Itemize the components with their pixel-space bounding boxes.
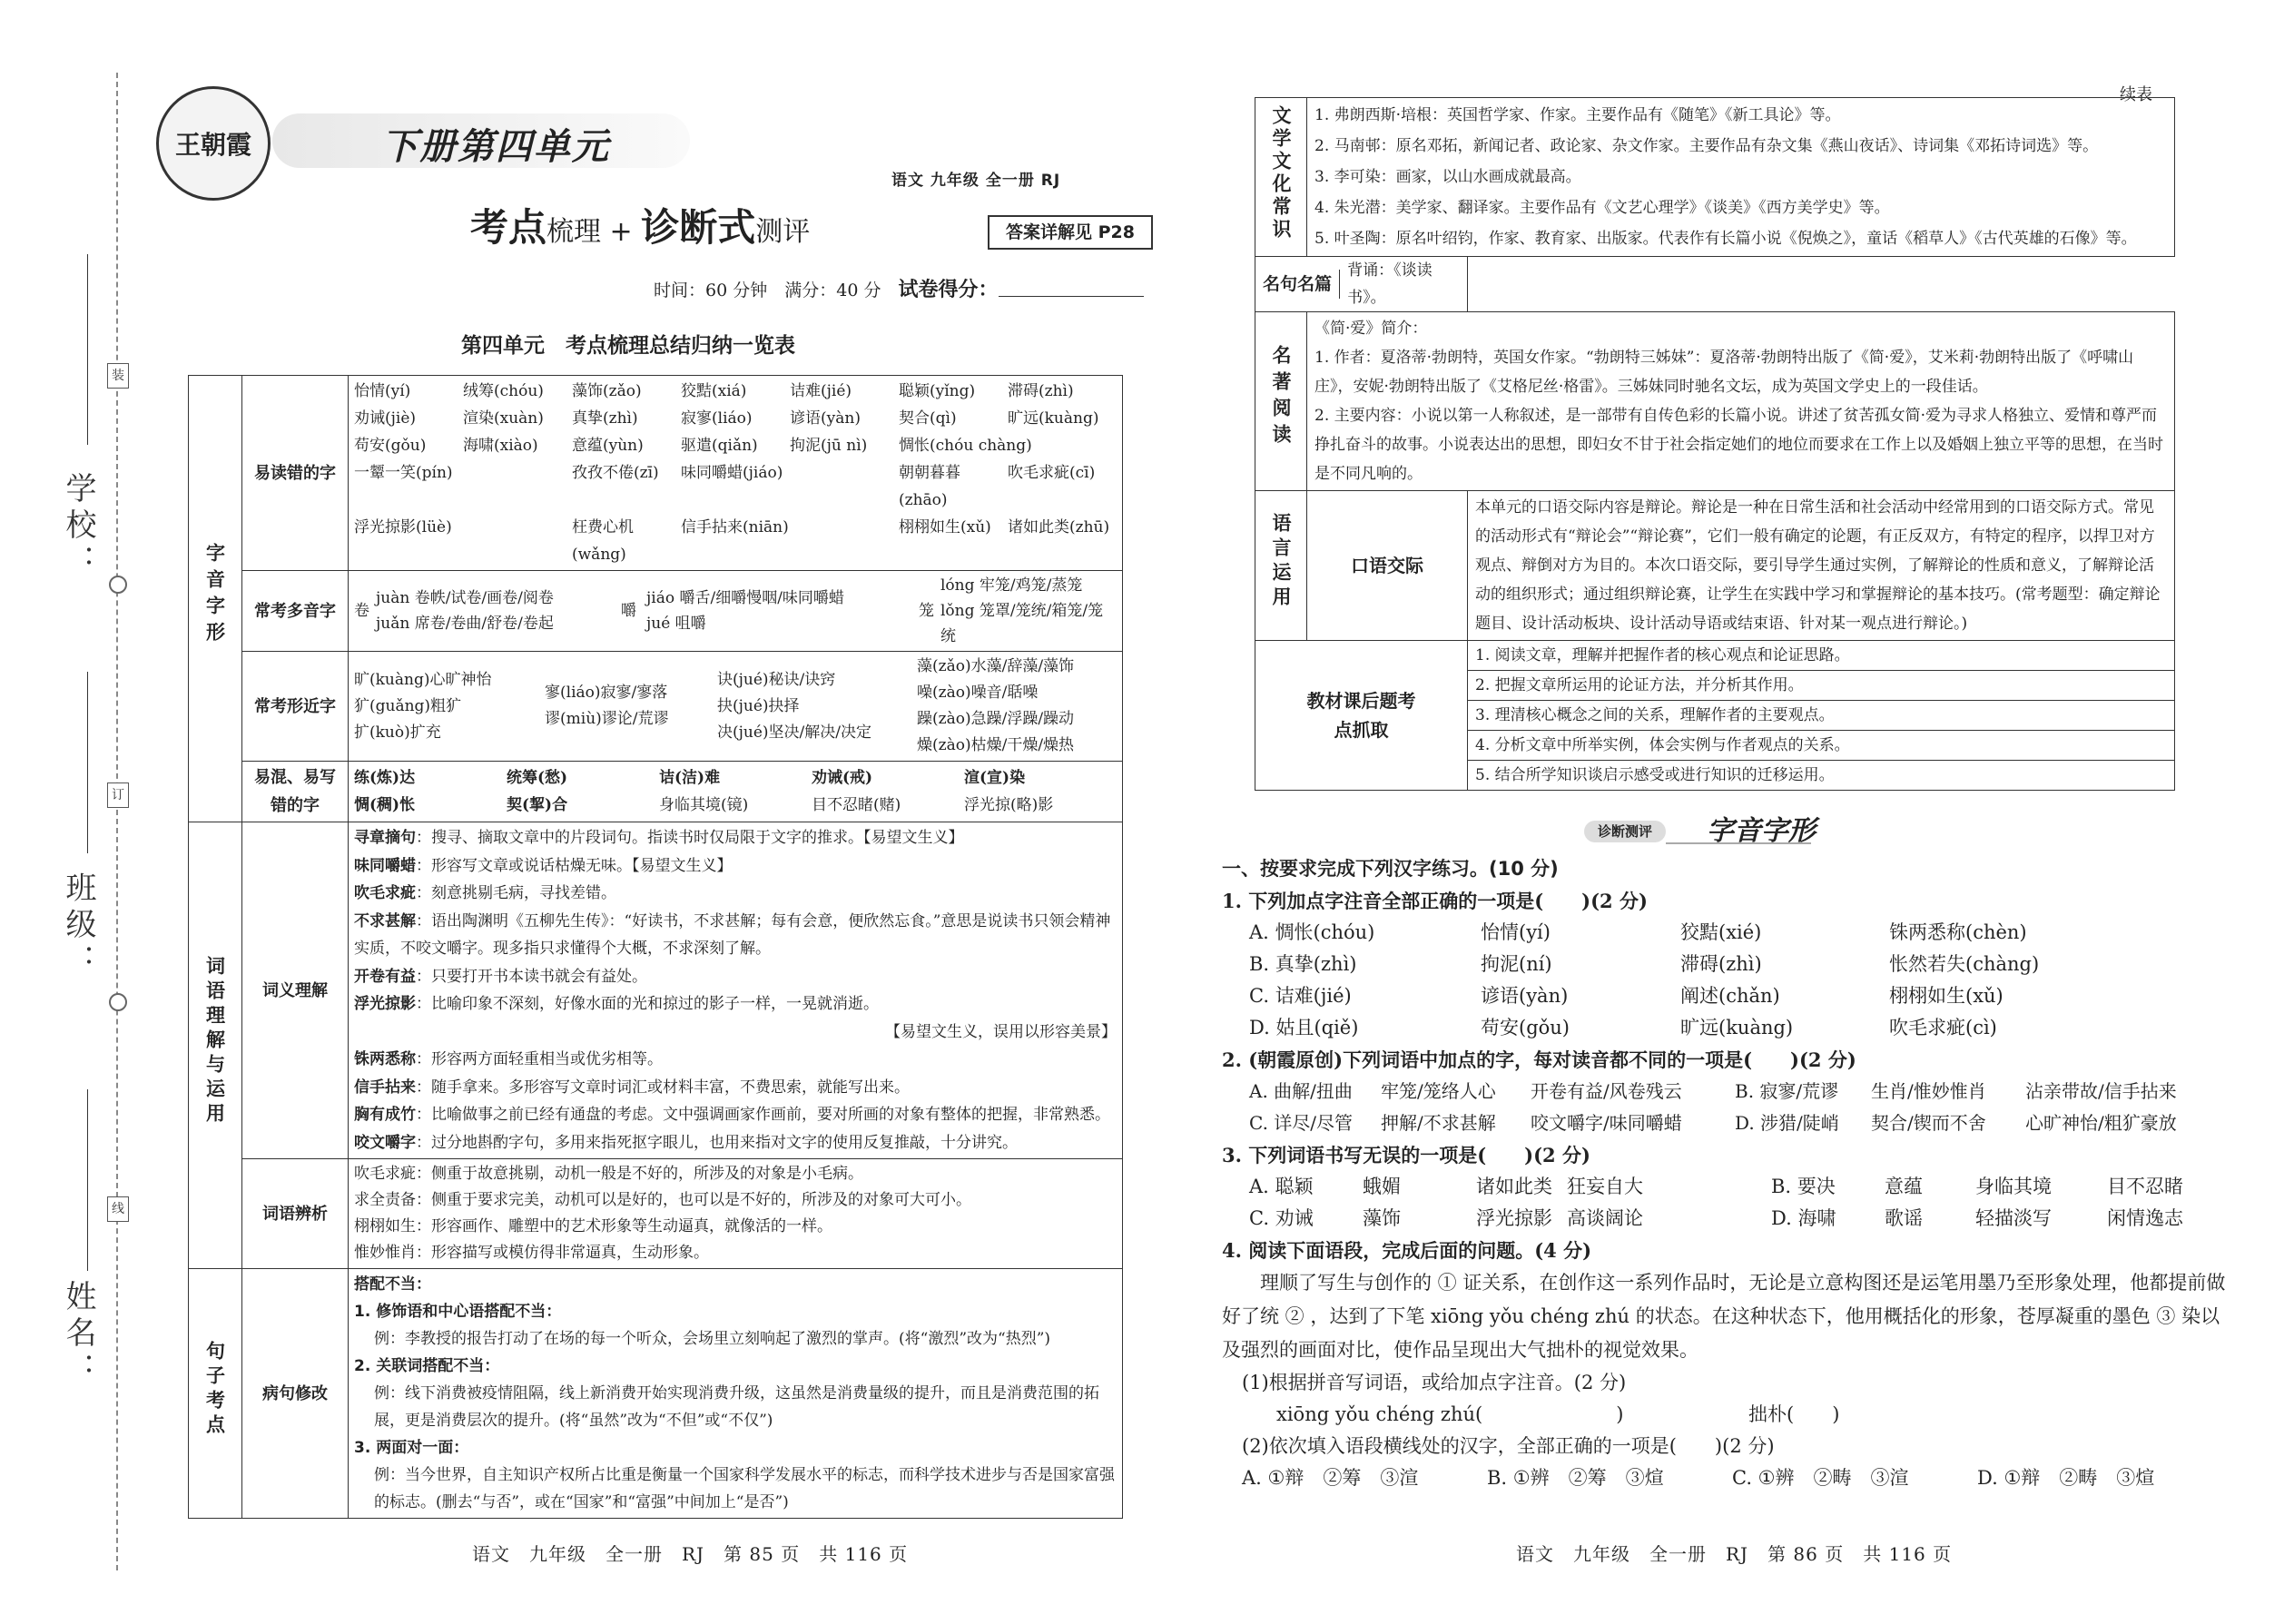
section-banner-title: 字音字形 [1707, 815, 1816, 847]
category-juzi: 句子考点 [189, 1269, 242, 1519]
list-item: 4. 朱光潜：美学家、翻译家。主要作品有《文艺心理学》《谈美》《西方美学史》等。 [1314, 199, 1890, 217]
list-item: 《简·爱》简介： [1314, 320, 1428, 338]
score-input-line[interactable] [999, 296, 1144, 297]
list-item: 栩栩如生：形容画作、雕塑中的艺术形象等生动逼真，就像活的一样。 [354, 1217, 832, 1235]
continued-label: 续表 [2120, 85, 2152, 104]
option-row[interactable]: A. 聪颖 蛾媚 诸如此类 狂妄自大 B. 要决 意蕴 身临其境 目不忍睹 [1249, 1176, 2183, 1197]
yihun-list: 练(炼)达 统筹(愁) 诘(洁)难 劝诫(戒) 渲(宣)染 惆(稠)怅 契(挈)合 身临其境(镜) 目不忍睹(赌) 浮光掠(略)影 [349, 762, 1123, 822]
class-write-line[interactable] [87, 672, 88, 853]
mingju-text: 背诵：《谈读书》。 [1347, 261, 1433, 307]
question-3: 3. 下列词语书写无误的一项是( )(2 分) [1222, 1144, 1590, 1166]
answer-ref-box: 答案详解见 P28 [988, 215, 1153, 250]
duoyin-list: 卷 juàn 卷帙/试卷/画卷/阅卷 juǎn 席卷/卷曲/舒卷/卷起 嚼 jiáo 嚼舌/细嚼慢咽/味同嚼蜡 jué 咀嚼 笼 lóng 牢笼/鸡笼/蒸笼 lǒng 笼罩/笼统/箱笼/笼统 [349, 571, 1123, 652]
page-footer-right: 语文 九年级 全一册 RJ 第 86 页 共 116 页 [1516, 1543, 1953, 1565]
mingju-label: 名句名篇 [1255, 270, 1340, 299]
option-row[interactable]: C. 劝诫 藻饰 浮光掠影 高谈阔论 D. 海啸 歌谣 轻描淡写 闲情逸志 [1249, 1207, 2183, 1229]
q4-1-answers[interactable]: xiōng yǒu chéng zhú( ) 拙朴( ) [1276, 1403, 1840, 1425]
list-item: 例：线下消费被疫情阻隔，线上新消费开始实现消费升级，这虽然是消费量级的提升，而且是消费范围的拓展，更是消费层次的提升。(将“虽然”改为“不但”或“不仅”) [374, 1384, 1099, 1430]
category-mingzhu: 名著阅读 [1255, 312, 1307, 491]
sub-yidu: 易读错的字 [242, 376, 349, 571]
list-item: 2. 马南邨：原名邓拓，新闻记者、政论家、杂文作家。主要作品有杂文集《燕山夜话》、诗词集《邓拓诗词选》等。 [1314, 137, 2099, 155]
list-item: 例：当今世界，自主知识产权所占比重是衡量一个国家科学发展水平的标志，而科学技术进步与否是国家富强的标志。(删去“与否”，或在“国家”和“富强”中间加上“是否”) [374, 1466, 1115, 1511]
binding-hole-icon [109, 576, 127, 594]
list-item: 信手拈来：随手拿来。多形容写文章时词汇或材料丰富，不费思索，就能写出来。 [354, 1078, 910, 1097]
list-item: 浮光掠影：比喻印象不深刻，好像水面的光和掠过的影子一样，一晃就消逝。 [354, 995, 879, 1013]
seal-zhuang: 装 [107, 363, 129, 389]
list-item: 5. 结合所学知识谈启示感受或进行知识的迁移运用。 [1475, 766, 1835, 784]
reading-passage: 理顺了写生与创作的 ① 证关系，在创作这一系列作品时，无论是立意构图还是运笔用墨乃至形象处理，他都提前做好了统 ② ，达到了下笔 xiōng yǒu chéng zhú 的状态。在这种状态下，他用概括化的形象，苍厚凝重的墨色 ③ 染以及强烈的画面对比，使作品呈现出大气拙朴的视觉效果。 [1222, 1272, 2226, 1361]
list-item: 1. 弗朗西斯·培根：英国哲学家、作家。主要作品有《随笔》《新工具论》等。 [1314, 106, 1841, 124]
question-4: 4. 阅读下面语段，完成后面的问题。(4 分) [1222, 1239, 1592, 1262]
exam-info-bar: 时间：60 分钟 满分：40 分 试卷得分： [654, 279, 999, 301]
bianxi-list [349, 1159, 1123, 1269]
name-label: 姓名： [60, 1280, 96, 1389]
list-item: 1. 作者：夏洛蒂·勃朗特，英国女作家。“勃朗特三姊妹”：夏洛蒂·勃朗特出版了《简·爱》，艾米莉·勃朗特出版了《呼啸山庄》，安妮·勃朗特出版了《艾格尼丝·格雷》。三姊妹同时驰名文坛，成为英国文学史上的一段佳话。 [1314, 349, 2134, 396]
category-ciyu: 词语理解与运用 [189, 822, 242, 1269]
binding-dashed-line [116, 73, 118, 1570]
school-write-line[interactable] [87, 254, 88, 445]
diagnostic-tag: 诊断测评 [1584, 821, 1666, 842]
list-item: 2. 把握文章所运用的论证方法，并分析其作用。 [1468, 671, 2174, 701]
list-item: 惟妙惟肖：形容描写或模仿得非常逼真，生动形象。 [354, 1244, 709, 1262]
page-subtitle: 考点梳理 + 诊断式测评 [470, 205, 811, 250]
list-item: 寻章摘句：搜寻、摘取文章中的片段词句。指读书时仅局限于文字的推求。【易望文生义】 [354, 829, 964, 847]
school-label: 学校： [60, 472, 96, 581]
mingju-row [1255, 257, 1468, 312]
category-wenxue: 文学文化常识 [1255, 98, 1307, 257]
jiaocai-label: 教材课后题考点抓取 [1255, 641, 1468, 791]
publisher-logo: 王朝霞 [156, 86, 271, 201]
list-item: 味同嚼蜡：形容写文章或说话枯燥无味。【易望文生义】 [354, 856, 733, 875]
part-heading: 一、按要求完成下列汉字练习。(10 分) [1222, 858, 1559, 880]
option-row[interactable]: B. 真挚(zhì) 拘泥(ní) 滞碍(zhì) 怅然若失(chàng) [1249, 953, 2040, 975]
continued-table [1255, 97, 2175, 791]
category-ziyin: 字音字形 [189, 376, 242, 822]
xingjin-list: 旷(kuàng)心旷神怡 犷(guǎng)粗犷 扩(kuò)扩充 寥(liáo)寂寥/寥落 谬(miù)谬论/荒谬 诀(jué)秘诀/诀窍 抉(jué)抉择 决(jué)坚决/解决/决定 藻(zǎo)水藻/辞藻/藻饰 噪(zào)噪音/聒噪 躁(zào)急躁/浮躁/躁动 燥(zào)枯燥/干燥/燥热 [349, 652, 1123, 762]
table-row: 苟安(gǒu) 海啸(xiào) 意蕴(yùn) 驱遣(qiǎn) 拘泥(jū nì) 惆怅(chóu chàng) [354, 437, 1032, 455]
option-row[interactable]: C. 详尽/尽管 押解/不求甚解 咬文嚼字/味同嚼蜡 D. 涉猎/陡峭 契合/锲而不舍 心旷神怡/粗犷豪放 [1249, 1112, 2177, 1134]
list-item: 例：李教授的报告打动了在场的每一个听众，会场里立刻响起了激烈的掌声。(将“激烈”改为“热烈”) [374, 1330, 1051, 1348]
section-title: 第四单元 考点梳理总结归纳一览表 [461, 334, 795, 358]
option-row[interactable]: C. 诘难(jié) 谚语(yàn) 阐述(chǎn) 栩栩如生(xǔ) [1249, 985, 2004, 1007]
mingzhu-list [1307, 312, 2175, 491]
list-item: 吹毛求疵：侧重于故意挑剔，动机一般是不好的，所涉及的对象是小毛病。 [354, 1165, 863, 1183]
q3-options [1222, 1171, 2230, 1235]
list-item: 开卷有益：只要打开书本读书就会有益处。 [354, 967, 647, 986]
list-item: 4. 分析文章中所举实例，体会实例与作者观点的关系。 [1468, 731, 2174, 761]
binding-hole-icon [109, 993, 127, 1011]
grade-tag: 语文 九年级 全一册 RJ [891, 172, 1061, 190]
q2-options [1222, 1076, 2230, 1139]
q1-options [1222, 917, 2230, 1044]
jiaocai-list [1468, 641, 2175, 791]
list-item: 3. 理清核心概念之间的关系，理解作者的主要观点。 [1468, 701, 2174, 731]
option-row[interactable]: A. 曲解/扭曲 牢笼/笼络人心 开卷有益/风卷残云 B. 寂寥/荒谬 生肖/惟妙惟肖 沾亲带故/信手拈来 [1249, 1080, 2177, 1102]
list-item: 不求甚解：语出陶渊明《五柳先生传》：“好读书，不求甚解；每有会意，便欣然忘食。”意思是说读书只领会精神实质，不咬文嚼字。现多指只求懂得个大概，不求深刻了解。 [354, 911, 1111, 958]
unit-title: 下册第四单元 [381, 126, 610, 168]
list-item: 铢两悉称：形容两方面轻重相当或优劣相等。 [354, 1050, 663, 1068]
summary-table [188, 375, 1123, 1519]
list-item: 1. 阅读文章，理解并把握作者的核心观点和论证思路。 [1468, 641, 2174, 671]
question-area [1222, 853, 2230, 1494]
yi-list [349, 822, 1123, 1159]
list-item: 咬文嚼字：过分地斟酌字句，多用来指死抠字眼儿，也用来指对文字的使用反复推敲，十分讲究。 [354, 1133, 1018, 1152]
option-row[interactable]: A. 惆怅(chóu) 怡情(yí) 狡黠(xié) 铢两悉称(chèn) [1249, 921, 2027, 943]
table-row: 怡情(yí) 绒筹(chóu) 藻饰(zǎo) 狡黠(xiá) 诘难(jié) 聪颖(yǐng) 滞碍(zhì) [354, 382, 1074, 400]
bingju-list [349, 1269, 1123, 1519]
list-item: 胸有成竹：比喻做事之前已经有通盘的考虑。文中强调画家作画前，要对所画的对象有整体的把握，非常熟悉。 [354, 1106, 1110, 1124]
question-2: 2. (朝霞原创)下列词语中加点的字，每对读音都不同的一项是( )(2 分) [1222, 1048, 1856, 1071]
list-item: 2. 关联词搭配不当： [354, 1357, 500, 1375]
yidu-list [349, 376, 1123, 571]
table-row: 劝诫(jiè) 渲染(xuàn) 真挚(zhì) 寂寥(liáo) 谚语(yàn) 契合(qì) 旷远(kuàng) [354, 409, 1099, 428]
seal-xian: 线 [107, 1196, 129, 1222]
list-item: 1. 修饰语和中心语搭配不当： [354, 1303, 562, 1321]
option-row[interactable]: D. 姑且(qiě) 苟安(gǒu) 旷远(kuàng) 吹毛求疵(cì) [1249, 1017, 1997, 1038]
question-4-2: (2)依次填入语段横线处的汉字，全部正确的一项是( )(2 分) [1242, 1435, 1775, 1457]
sub-yihun: 易混、易写错的字 [242, 762, 349, 822]
wenxue-list [1307, 98, 2175, 257]
list-item: 吹毛求疵：刻意挑剔毛病，寻找差错。 [354, 884, 616, 902]
sub-xingjin: 常考形近字 [242, 652, 349, 762]
list-item: 【易望文生义，误用以形容美景】 [885, 1022, 1117, 1041]
question-1: 1. 下列加点字注音全部正确的一项是( )(2 分) [1222, 890, 1648, 912]
list-item: 3. 李可染：画家，以山水画成就最高。 [1314, 168, 1581, 186]
list-item: 搭配不当： [354, 1275, 431, 1294]
sub-bianxi: 词语辨析 [242, 1159, 349, 1269]
sub-duoyin: 常考多音字 [242, 571, 349, 652]
list-item: 求全责备：侧重于要求完美，动机可以是好的，也可以是不好的，所涉及的对象可大可小。 [354, 1191, 971, 1209]
question-4-1: (1)根据拼音写词语，或给加点字注音。(2 分) [1242, 1372, 1627, 1393]
list-item: 2. 主要内容：小说以第一人称叙述，是一部带有自传色彩的长篇小说。讲述了贫苦孤女简·爱为寻求人格独立、爱情和尊严而挣扎奋斗的故事。小说表达出的思想，即妇女不甘于社会指定她们的地位而要求在工作上以及婚姻上独立平等的思想，在当时是不同凡响的。 [1314, 407, 2163, 483]
category-yuyan: 语言运用 [1255, 491, 1307, 641]
list-item: 3. 两面对一面： [354, 1439, 469, 1457]
seal-ding: 订 [107, 782, 129, 808]
table-row: 一颦一笑(pín) 孜孜不倦(zī) 味同嚼蜡(jiáo) 朝朝暮暮(zhāo) 吹毛求疵(cī) [354, 464, 1096, 509]
kouyu-text: 本单元的口语交际内容是辩论。辩论是一种在日常生活和社会活动中经常用到的口语交际方式。常见的活动形式有“辩论会”“辩论赛”，它们一般有确定的论题，有正反双方，有特定的程序，以捍卫对方观点、辩倒对方为目的。本次口语交际，要引导学生通过实例，了解辩论的性质和意义，了解辩论活动的组织形式；通过组织辩论赛，让学生在实践中学习和掌握辩论的基本技巧。(常考题型：确定辩论题目、设计活动板块、设计活动导语或结束语、针对某一观点进行辩论。) [1468, 491, 2175, 641]
page-footer-left: 语文 九年级 全一册 RJ 第 85 页 共 116 页 [472, 1543, 909, 1565]
table-row: 浮光掠影(lüè) 枉费心机(wǎng) 信手拈来(niān) 栩栩如生(xǔ) 诸如此类(zhū) [354, 518, 1110, 564]
kouyu-label: 口语交际 [1307, 491, 1468, 641]
q4-2-options[interactable]: A. ①辩 ②筹 ③渲 B. ①辨 ②筹 ③煊 C. ①辨 ②畴 ③渲 D. ①辩 ②畴 ③煊 [1242, 1467, 2155, 1489]
class-label: 班级： [60, 871, 96, 980]
list-item: 5. 叶圣陶：原名叶绍钧，作家、教育家、出版家。代表作有长篇小说《倪焕之》，童话《稻草人》《古代英雄的石像》等。 [1314, 230, 2137, 248]
sub-bingju: 病句修改 [242, 1269, 349, 1519]
name-write-line[interactable] [87, 1089, 88, 1271]
sub-yi: 词义理解 [242, 822, 349, 1159]
